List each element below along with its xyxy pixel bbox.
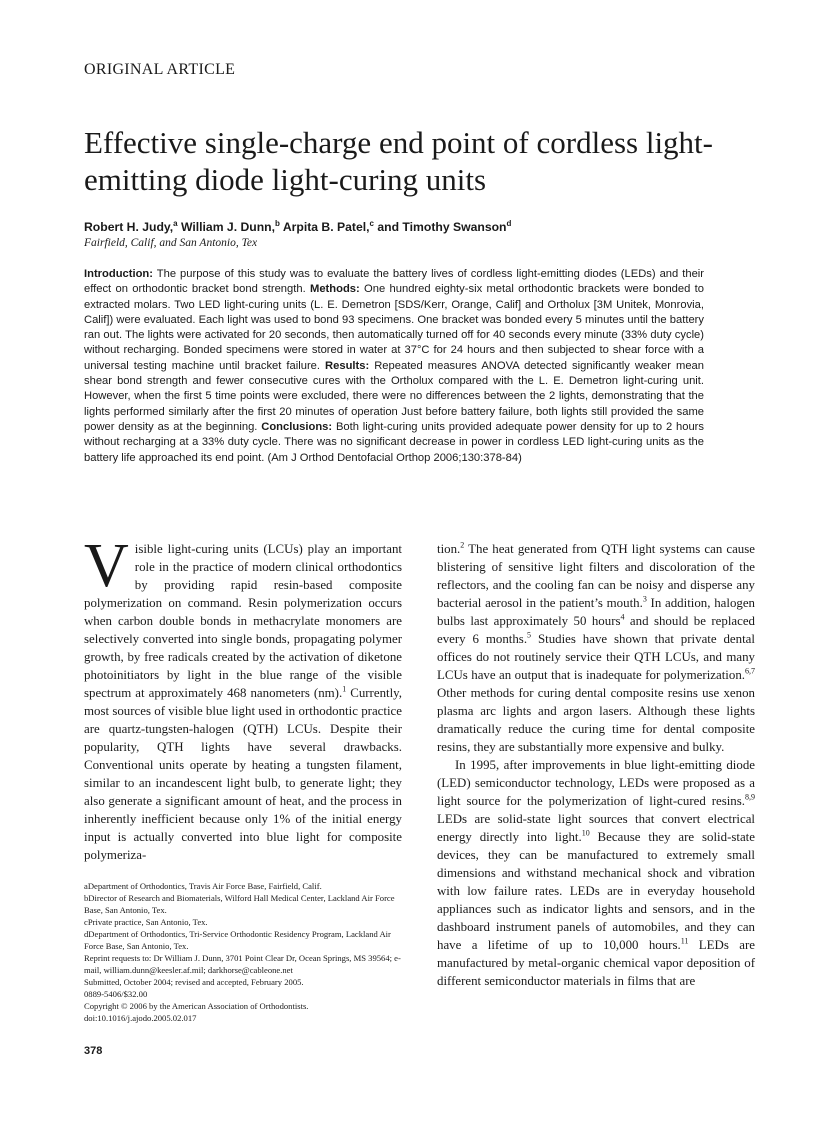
citation-ref[interactable]: 1: [342, 684, 347, 694]
abstract-conclusions-text: Both light-curing units provided adequate power density for up to 2 hours without recharging at a 33% duty cycle. There was no significant decrease in power in cordless LED light-curing units as the battery life approached its end point. (Am J Orthod Dentofacial Orthop 2006;130:378-84): [84, 420, 704, 464]
body-paragraph: [84, 532, 403, 864]
author-name: and Timothy Swanson: [373, 220, 507, 235]
citation-ref[interactable]: 6,7: [745, 666, 755, 676]
author-name: Arpita B. Patel,: [279, 220, 370, 235]
author-name: Robert H. Judy,: [84, 220, 174, 235]
citation-ref[interactable]: 4: [620, 612, 625, 622]
footnotes: [84, 880, 402, 1024]
author-affiliation-mark: c: [369, 219, 374, 228]
page-number: 378: [84, 1045, 103, 1057]
citation-ref[interactable]: 8,9: [745, 792, 755, 802]
abstract-results-label: Results:: [325, 359, 370, 372]
citation-ref[interactable]: 11: [680, 936, 689, 946]
body-text: LEDs are solid-state light sources that convert electrical energy directly into light.: [437, 812, 755, 844]
citation-ref[interactable]: 5: [527, 630, 532, 640]
author-affiliation-mark: d: [506, 219, 512, 228]
drop-cap: V: [84, 532, 129, 600]
author-affiliation-mark: a: [173, 219, 178, 228]
body-text: Other methods for curing dental composite resins use xenon plasma arc lights and argon lasers. Although these lights dramatically reduce the curing time for dental composite resins, they are substantially more expensive and bulky.: [437, 686, 755, 754]
citation-ref[interactable]: 10: [581, 828, 590, 838]
footnote-affiliation-d: dDepartment of Orthodontics, Tri-Service Orthodontic Residency Program, Lackland Air Force Base, San Antonio, Tex.: [84, 929, 391, 951]
footnote-affiliation-a: aDepartment of Orthodontics, Travis Air Force Base, Fairfield, Calif.: [84, 881, 322, 891]
citation-ref[interactable]: 2: [460, 540, 465, 550]
abstract-conclusions-label: Conclusions:: [261, 420, 333, 433]
footnote-issn: 0889-5406/$32.00: [84, 989, 148, 999]
footnote-affiliation-b: bDirector of Research and Biomaterials, Wilford Hall Medical Center, Lackland Air Force Base, San Antonio, Tex.: [84, 893, 395, 915]
footnote-affiliation-c: cPrivate practice, San Antonio, Tex.: [84, 917, 208, 927]
body-text: LEDs are manufactured by metal-organic chemical vapor deposition of different semiconductor materials in films that are: [437, 938, 755, 988]
body-text: In 1995, after improvements in blue light-emitting diode (LED) semiconductor technology, LEDs were proposed as a light source for the polymerization of light-cured resins.: [437, 758, 755, 808]
footnote-reprint-requests: Reprint requests to: Dr William J. Dunn, 3701 Point Clear Dr, Ocean Springs, MS 39564; e-mail, william.dunn@keesler.af.mil; darkhorse@cableone.net: [84, 953, 401, 975]
body-text: Currently, most sources of visible blue light used in orthodontic practice are quartz-tungsten-halogen (QTH) LCUs. Despite their popularity, QTH lights have several drawbacks. Conventional units operate by heating a tungsten filament, similar to an incandescent light bulb, to generate light; they also generate a significant amount of heat, and the process in inherently inefficient because only 1% of the initial energy input is actually converted into blue light for composite polymeriza-: [84, 686, 403, 862]
body-text: Because they are solid-state devices, they can be manufactured to extremely small dimensions and withstand mechanical shock and vibration with low failure rates. LEDs are in everyday household appliances such as indicator lights and sensors, and in the dashboard instrument panels of automobiles, and they can have a lifetime of up to 10,000 hours.: [437, 830, 755, 952]
body-text: The heat generated from QTH light systems can cause blistering of sensitive light filters and discoloration of the reflectors, and the cooling fan can be noisy and disperse any bacterial aerosol in the patient’s mouth.: [437, 542, 755, 610]
citation-ref[interactable]: 3: [642, 594, 647, 604]
abstract-methods-text: One hundred eighty-six metal orthodontic brackets were bonded to extracted molars. Two LED light-curing units (L. E. Demetron [SDS/Kerr, Orange, Calif] and Ortholux [3M Unitek, Monrovia, Calif]) were evaluated. Each light was used to bond 93 specimens. One bracket was bonded every 5 minutes until the battery ran out. The lights were activated for 20 seconds, then automatically turned off for 40 seconds every minute (33% duty cycle) without recharging. Bonded specimens were stored in water at 37°C for 24 hours and then subjected to shear force with a universal testing machine until bracket failure.: [84, 283, 704, 372]
abstract-intro-text: The purpose of this study was to evaluate the battery lives of cordless light-emitting diodes (LEDs) and their effect on orthodontic bracket bond strength.: [84, 268, 704, 296]
abstract-intro-label: Introduction:: [84, 268, 153, 280]
body-text: In addition, halogen bulbs last approximately 50 hours: [437, 596, 756, 628]
footnote-submitted: Submitted, October 2004; revised and accepted, February 2005.: [84, 977, 304, 987]
body-column-left: [84, 532, 403, 864]
body-paragraph: [437, 756, 755, 990]
body-column-right: [437, 540, 755, 990]
author-affiliation-mark: b: [275, 219, 280, 228]
section-label: ORIGINAL ARTICLE: [84, 61, 236, 78]
author-name: William J. Dunn,: [177, 220, 276, 235]
body-paragraph: [437, 540, 755, 756]
author-list: [84, 219, 511, 234]
body-text: Studies have shown that private dental offices do not routinely service their QTH LCUs, and many LCUs have an output that is inadequate for polymerization.: [437, 632, 755, 682]
body-text: and should be replaced every 6 months.: [437, 614, 756, 646]
abstract: [84, 267, 704, 466]
abstract-results-text: Repeated measures ANOVA detected significantly weaker mean shear bond strength and fewer consecutive cures with the Ortholux compared with the L. E. Demetron light-curing unit. However, when the first 5 time points were excluded, there were no differences between the 2 lights, demonstrating that the lights performed similarly after the first 20 minutes of operation Just before battery failure, both lights still provided the same power density as at the beginning.: [84, 359, 704, 433]
abstract-methods-label: Methods:: [310, 283, 360, 296]
footnote-copyright: Copyright © 2006 by the American Association of Orthodontists.: [84, 1001, 309, 1011]
author-locations: Fairfield, Calif, and San Antonio, Tex: [84, 237, 258, 249]
body-text: isible light-curing units (LCUs) play an important role in the practice of modern clinical orthodontics by providing rapid resin-based composite polymerization on command. Resin polymerization occurs when carbon double bonds in methacrylate monomers are selectively converted into single bonds, propagating polymer growth, by free radicals created by the activation of diketone photoinitiators by light in the blue range of the visible spectrum at approximately 468 nanometers (nm).: [84, 542, 402, 700]
body-text: tion.: [437, 542, 461, 556]
footnote-doi[interactable]: doi:10.1016/j.ajodo.2005.02.017: [84, 1013, 197, 1023]
article-title: Effective single-charge end point of cordless light-emitting diode light-curing units: [84, 125, 713, 197]
